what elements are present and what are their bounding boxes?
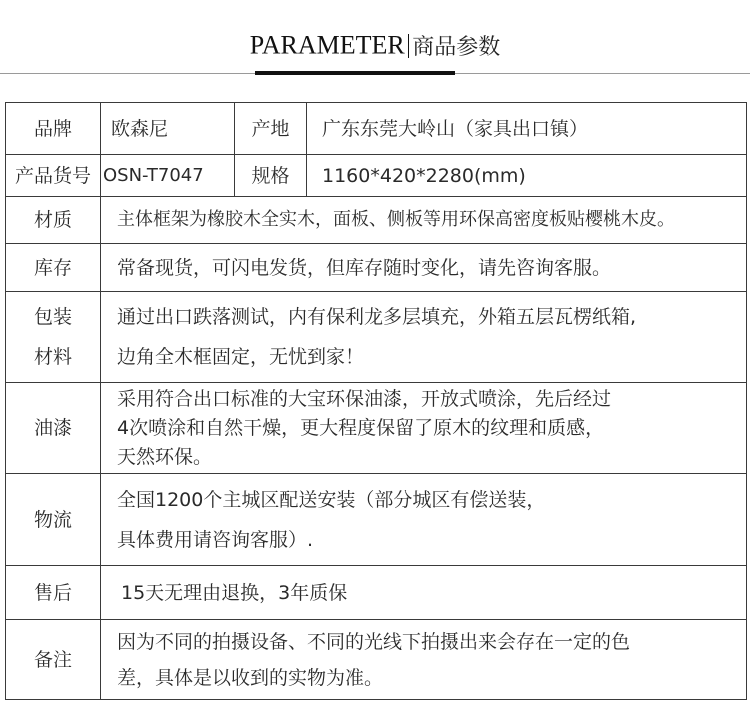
- note-line-2: 差，具体是以收到的实物为准。: [117, 666, 384, 689]
- packaging-label: [6, 292, 101, 383]
- size-value: 1160*420*2280(mm): [307, 155, 747, 197]
- page-title: [0, 30, 750, 61]
- stock-value: 常备现货，可闪电发货，但库存随时变化，请先咨询客服。: [101, 244, 747, 292]
- logistics-line-2: 具体费用请咨询客服）.: [117, 528, 314, 551]
- packaging-line-1: 通过出口跌落测试，内有保利龙多层填充，外箱五层瓦楞纸箱,: [117, 306, 637, 328]
- origin-label: 产地: [235, 103, 307, 155]
- sku-label: 产品货号: [6, 155, 101, 197]
- logistics-line-1: 全国1200个主城区配送安装（部分城区有偿送装，: [117, 488, 546, 511]
- paint-line-2: 4次喷涂和自然干燥，更大程度保留了原木的纹理和质感，: [117, 416, 605, 439]
- title-english: PARAMETER: [249, 30, 405, 60]
- paint-value: [101, 383, 747, 474]
- brand-label: 品牌: [6, 103, 101, 155]
- aftersale-value: 15天无理由退换，3年质保: [101, 566, 747, 620]
- note-line-1: 因为不同的拍摄设备、不同的光线下拍摄出来会存在一定的色: [117, 630, 631, 653]
- material-label: 材质: [6, 197, 101, 244]
- title-divider: [408, 34, 410, 58]
- paint-line-1: 采用符合出口标准的大宝环保油漆，开放式喷涂，先后经过: [117, 387, 612, 410]
- logistics-value: [101, 474, 747, 566]
- stock-label: 库存: [6, 244, 101, 292]
- note-label: 备注: [6, 620, 101, 700]
- sku-value: OSN-T7047: [101, 155, 235, 197]
- parameter-table: [5, 102, 747, 700]
- packaging-label-line-2: 材料: [33, 346, 72, 368]
- brand-value: 欧森尼: [101, 103, 235, 155]
- packaging-value: [101, 292, 747, 383]
- packaging-label-line-1: 包装: [33, 306, 72, 328]
- size-label: 规格: [235, 155, 307, 197]
- header-accent-bar: [255, 71, 455, 75]
- title-chinese: 商品参数: [412, 35, 501, 60]
- aftersale-label: 售后: [6, 566, 101, 620]
- paint-line-3: 天然环保。: [117, 445, 213, 468]
- logistics-label: 物流: [6, 474, 101, 566]
- page-header: [0, 0, 750, 80]
- packaging-line-2: 边角全木框固定，无忧到家！: [117, 346, 365, 368]
- material-value: 主体框架为橡胶木全实木，面板、侧板等用环保高密度板贴樱桃木皮。: [101, 197, 747, 244]
- paint-label: 油漆: [6, 383, 101, 474]
- note-value: [101, 620, 747, 700]
- origin-value: 广东东莞大岭山（家具出口镇）: [307, 103, 747, 155]
